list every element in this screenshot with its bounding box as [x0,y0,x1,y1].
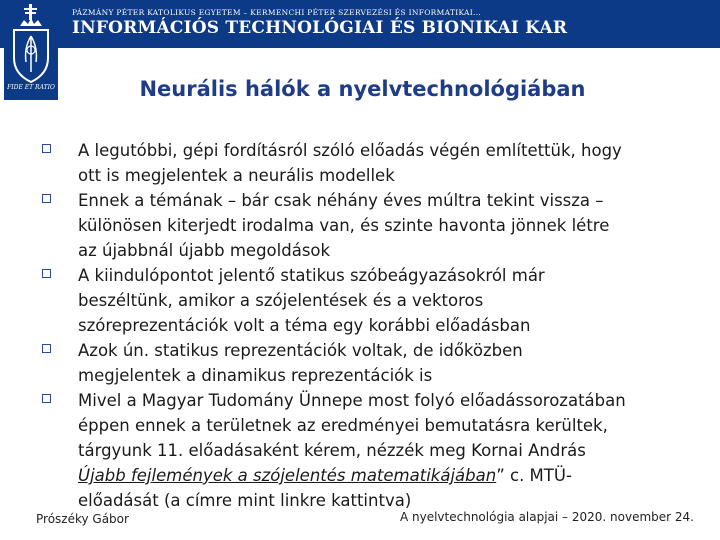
institution-name: PÁZMÁNY PÉTER KATOLIKUS EGYETEM – KERMENCHI PÉTER SZERVEZÉSI ÉS INFORMATIKAI... [72,8,482,17]
bullet-line: különösen kiterjedt irodalma van, és szinte havonta jönnek létre [78,216,610,235]
footer-course-date: A nyelvtechnológia alapjai – 2020. november 24. [399,510,694,524]
bullet-line: Mivel a Magyar Tudomány Ünnepe most folyó előadássorozatában [78,391,626,410]
bullet-line: előadását (a címre mint linkre kattintva) [78,491,412,510]
logo-motto: FIDE ET RATIO [7,84,55,91]
checkbox-bullet-icon [42,344,51,353]
bullet-line: Ennek a témának – bár csak néhány éves múltra tekint vissza – [78,191,604,210]
bullet-item-1 [38,138,698,188]
footer-author: Prószéky Gábor [36,512,129,526]
bullet-line: Azok ún. statikus reprezentációk voltak, de időközben [78,341,523,360]
checkbox-bullet-icon [42,194,51,203]
bullet-line: A legutóbbi, gépi fordításról szóló előadás végén említettük, hogy [78,141,622,160]
lecture-link[interactable]: Újabb fejlemények a szójelentés matematikájában [78,466,497,485]
bullet-item-5 [38,388,698,513]
bullet-line: az újabbnál újabb megoldások [78,241,331,260]
checkbox-bullet-icon [42,394,51,403]
bullet-item-3 [38,263,698,338]
bullet-line: szóreprezentációk volt a téma egy korábbi előadásban [78,316,531,335]
checkbox-bullet-icon [42,144,51,153]
bullet-line: éppen ennek a területnek az eredményei bemutatásra kerültek, [78,416,608,435]
slide-title: Neurális hálók a nyelvtechnológiában [139,77,586,101]
bullet-line-with-link [78,463,698,488]
bullet-line: A kiindulópontot jelentő statikus szóbeágyazásokról már [78,266,545,285]
link-suffix-text: ” c. MTÜ- [496,466,572,485]
bullet-line: megjelentek a dinamikus reprezentációk is [78,366,433,385]
bullet-item-4 [38,338,698,388]
bullet-line: ott is megjelentek a neurális modellek [78,166,395,185]
bullet-list [38,138,698,513]
bullet-item-2 [38,188,698,263]
header-bar [0,0,720,48]
bullet-line: beszéltünk, amikor a szójelentések és a vektoros [78,291,484,310]
faculty-name: INFORMÁCIÓS TECHNOLÓGIAI ÉS BIONIKAI KAR [72,18,568,38]
checkbox-bullet-icon [42,269,51,278]
bullet-line: tárgyunk 11. előadásaként kérem, nézzék meg Kornai András [78,441,586,460]
